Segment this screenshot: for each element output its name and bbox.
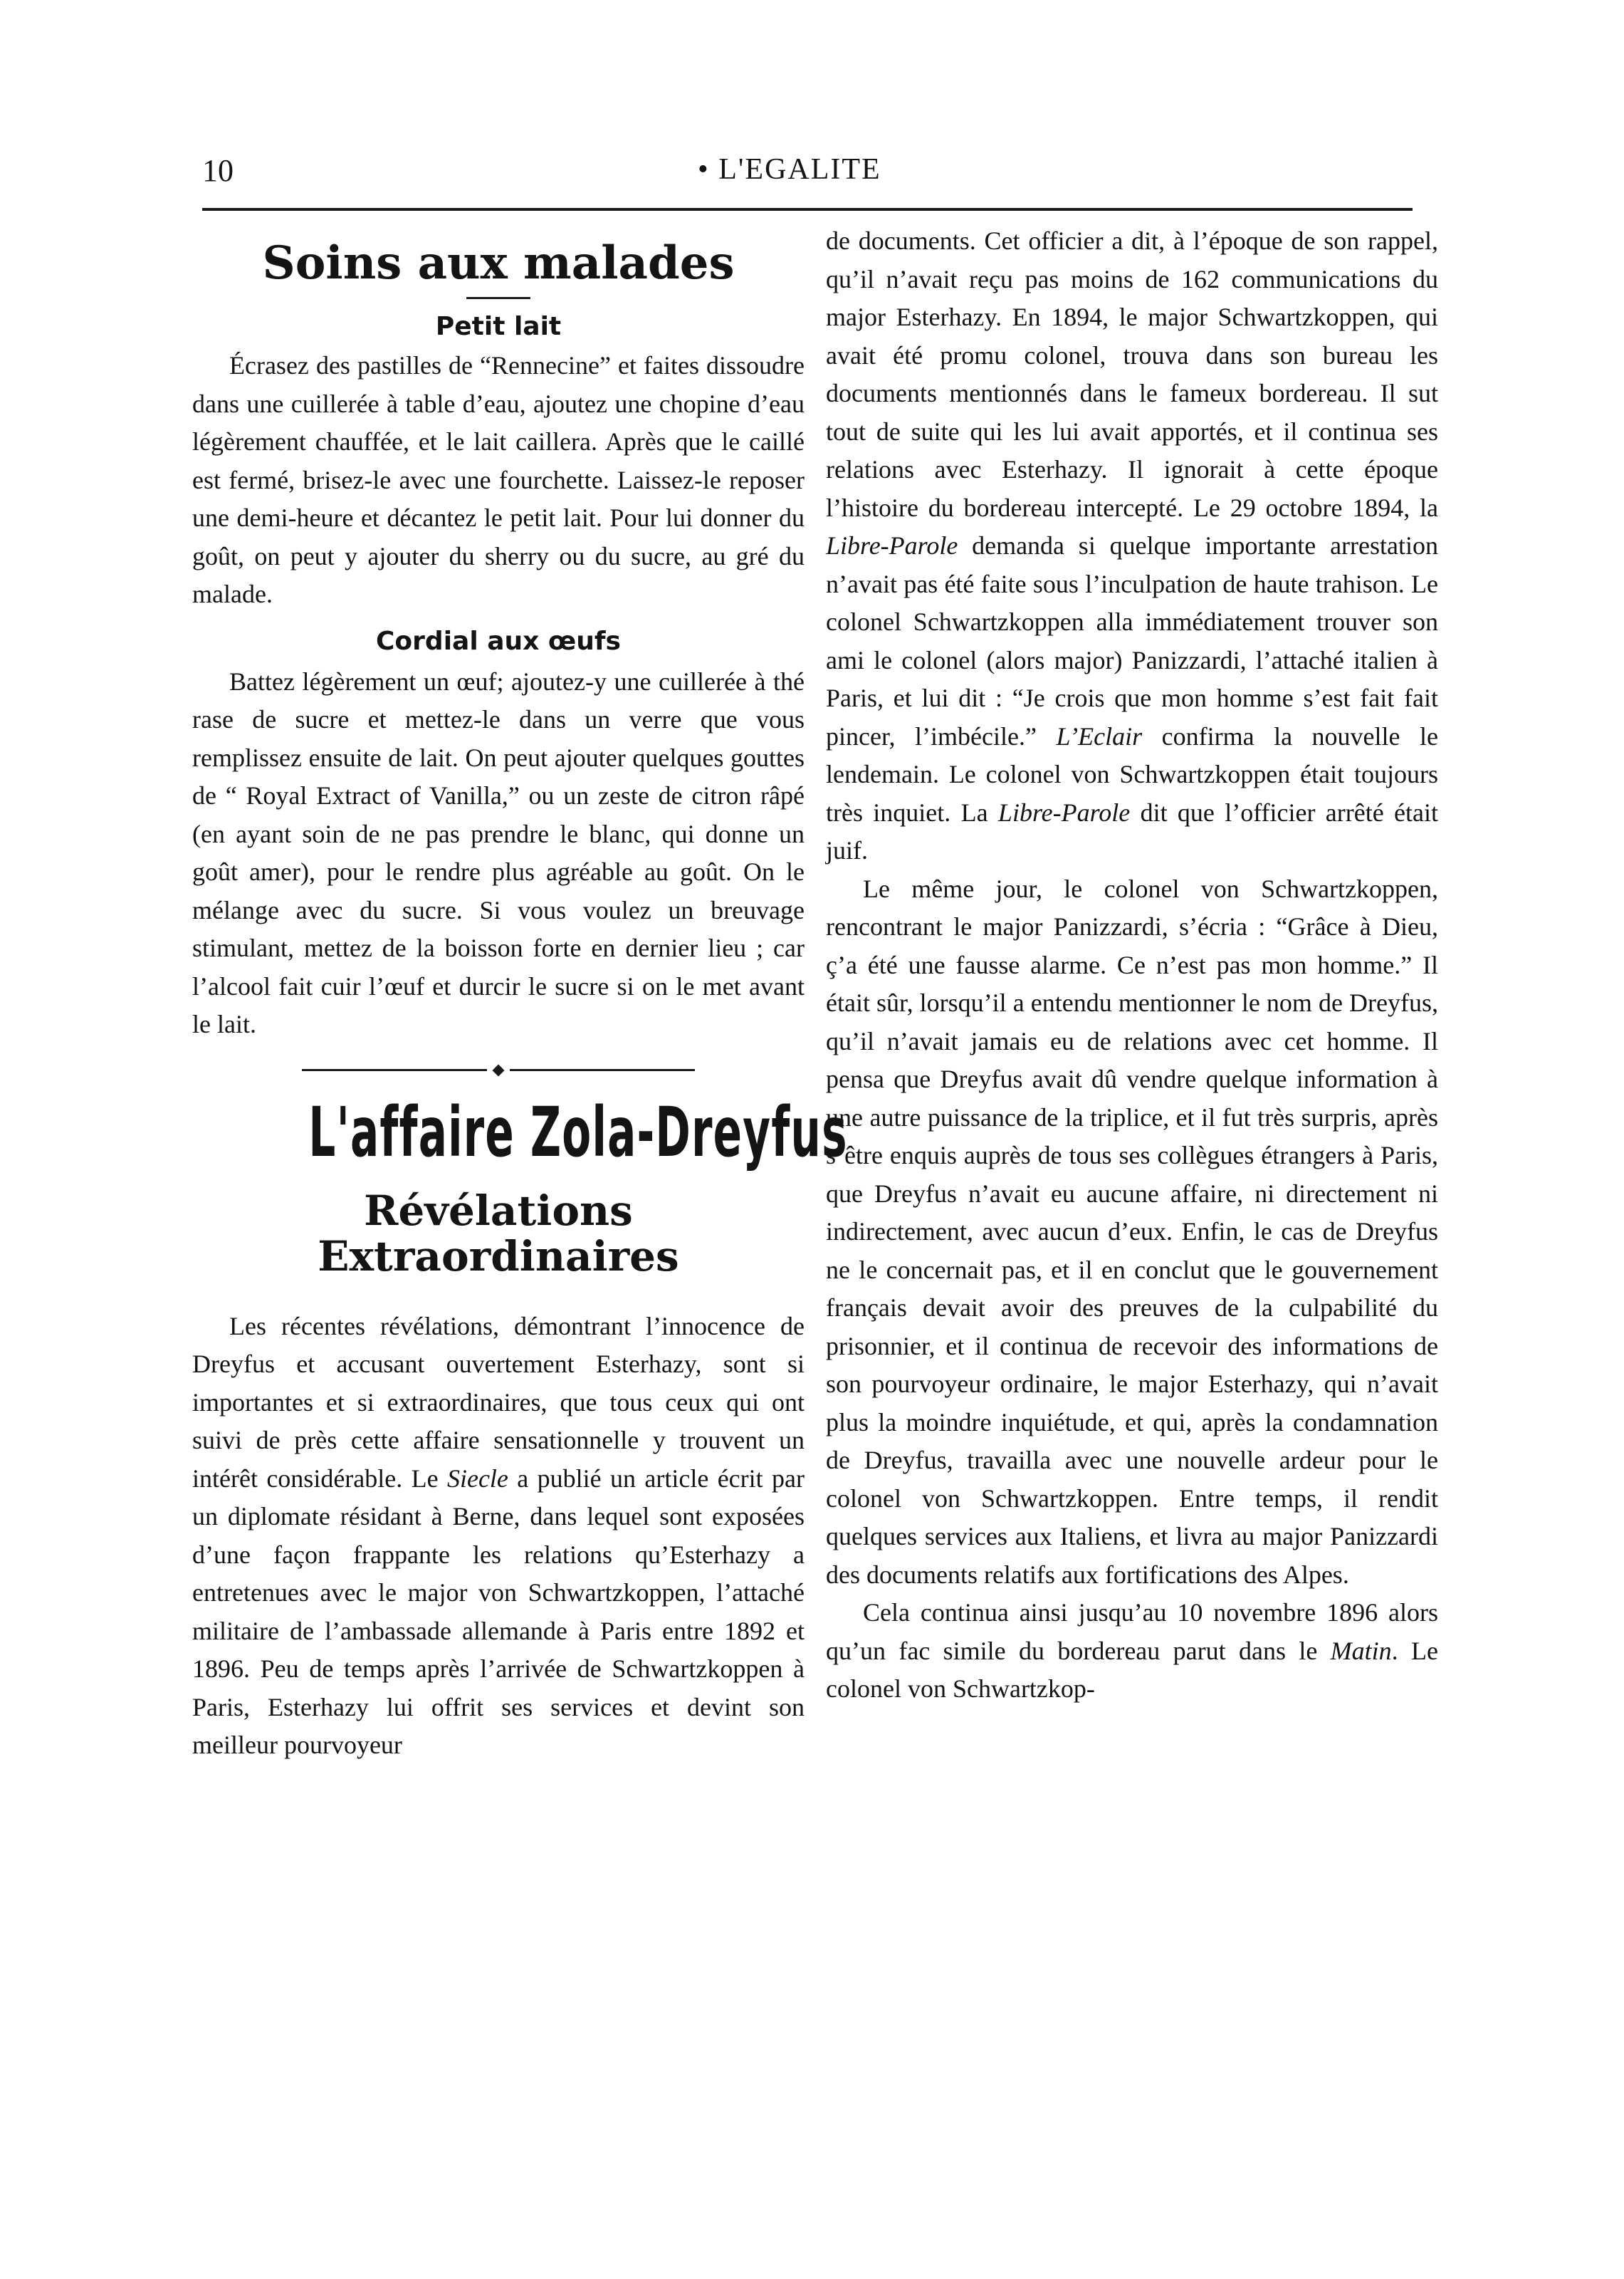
- ornament-divider: [192, 1057, 805, 1081]
- article-headline: L'affaire Zola-Dreyfus: [308, 1092, 848, 1172]
- section-divider: [466, 297, 530, 299]
- recipe-text: Écrasez des pastilles de “Rennecine” et faites dissoudre dans une cuillerée à table d’eau, ajoutez une chopine d’eau légèrement chauffée, et le lait caillera. Après que le caillé est fermé, brisez-le avec une fourchette. Laissez-le reposer une demi-heure et décantez le petit lait. Pour lui donner du goût, on peut y ajouter du sherry ou du sucre, au gré du malade.: [192, 351, 805, 608]
- article-text: Les récentes révélations, démontrant l’innocence de Dreyfus et accusant ouvertement Esterhazy, sont si importantes et si extraordinaires, que tous ceux qui ont suivi de près cette affaire sensationnelle y trouvent un intérêt considérable. Le Siecle a publié un article écrit par un diplomate résidant à Berne, dans lequel sont exposées d’une façon frappante les relations qu’Esterhazy a entretenues avec le major von Schwartzkoppen, l’attaché militaire de l’ambassade allemande à Paris entre 1892 et 1896. Peu de temps après l’arrivée de Schwartzkoppen à Paris, Esterhazy lui offrit ses services et devint son meilleur pourvoyeur: [192, 1311, 805, 1759]
- recipe-title: Petit lait: [435, 312, 562, 341]
- running-title: • L'EGALITE: [698, 153, 881, 186]
- left-column: [192, 222, 848, 1765]
- article-text: de documents. Cet officier a dit, à l’époque de son rappel, qu’il n’avait reçu pas moins de 162 communications du major Esterhazy. En 1894, le major Schwartzkoppen, qui avait été promu colonel, trouva dans son bureau les documents mentionnés dans le fameux bordereau. Il sut tout de suite qui les lui avait apportés, et il continua ses relations avec Esterhazy. Il ignorait à cette époque l’histoire du bordereau intercepté. Le 29 octobre 1894, la Libre-Parole demanda si quelque importante arrestation n’avait pas été faite sous l’inculpation de haute trahison. Le colonel Schwartzkoppen alla immédiatement trouver son ami le colonel (alors major) Panizzardi, l’attaché italien à Paris, et lui dit : “Je crois que mon homme s’est fait fait pincer, l’imbécile.” L’Eclair confirma la nouvelle le lendemain. Le colonel von Schwartzkoppen était toujours très inquiet. La Libre-Parole dit que l’officier arrêté était juif.: [826, 226, 1439, 865]
- article-text: Le même jour, le colonel von Schwartzkoppen, rencontrant le major Panizzardi, s’écria : “Grâce à Dieu, ç’a été une fausse alarme. Ce n’est pas mon homme.” Il était sûr, lorsqu’il a entendu mentionner le nom de Dreyfus, qu’il n’avait jamais eu de relations avec cet homme. Il pensa que Dreyfus avait dû vendre quelque information à une autre puissance de la triplice, et il fut très surpris, après s’être enquis auprès de tous ses collègues étrangers à Paris, que Dreyfus n’avait eu aucune affaire, ni directement ni indirectement, avec aucun d’eux. Enfin, le cas de Dreyfus ne le concernait pas, et il en conclut que le gouvernement français devait avoir des preuves de la culpabilité du prisonnier, et il continua de recevoir des informations de son pourvoyeur ordinaire, le major Esterhazy, qui n’avait plus la moindre inquiétude, et qui, après la condamnation de Dreyfus, travailla avec une nouvelle ardeur pour le colonel von Schwartzkoppen. Entre temps, il rendit quelques services aux Italiens, et livra au major Panizzardi des documents relatifs aux fortifications des Alpes.: [826, 874, 1438, 1589]
- right-column: [826, 222, 1438, 1709]
- page-number: 10: [202, 153, 234, 188]
- article-subheadline: Révélations Extraordinaires: [318, 1186, 679, 1281]
- header-rule: [202, 208, 1413, 211]
- recipe-title: Cordial aux œufs: [376, 626, 621, 656]
- article-text: Cela continua ainsi jusqu’au 10 novembre 1896 alors qu’un fac simile du bordereau parut dans le Matin. Le colonel von Schwartzkop-: [826, 1598, 1439, 1703]
- section-title: Soins aux malades: [262, 236, 735, 290]
- recipe-text: Battez légèrement un œuf; ajoutez-y une cuillerée à thé rase de sucre et mettez-le dans un verre que vous remplissez ensuite de lait. On peut ajouter quelques gouttes de “ Royal Extract of Vanilla,” ou un zeste de citron râpé (en ayant soin de ne pas prendre le blanc, qui donne un goût amer), pour le rendre plus agréable au goût. On le mélange avec du sucre. Si vous voulez un breuvage stimulant, mettez de la boisson forte en dernier lieu ; car l’alcool fait cuir l’œuf et durcir le sucre si on le met avant le lait.: [192, 667, 805, 1038]
